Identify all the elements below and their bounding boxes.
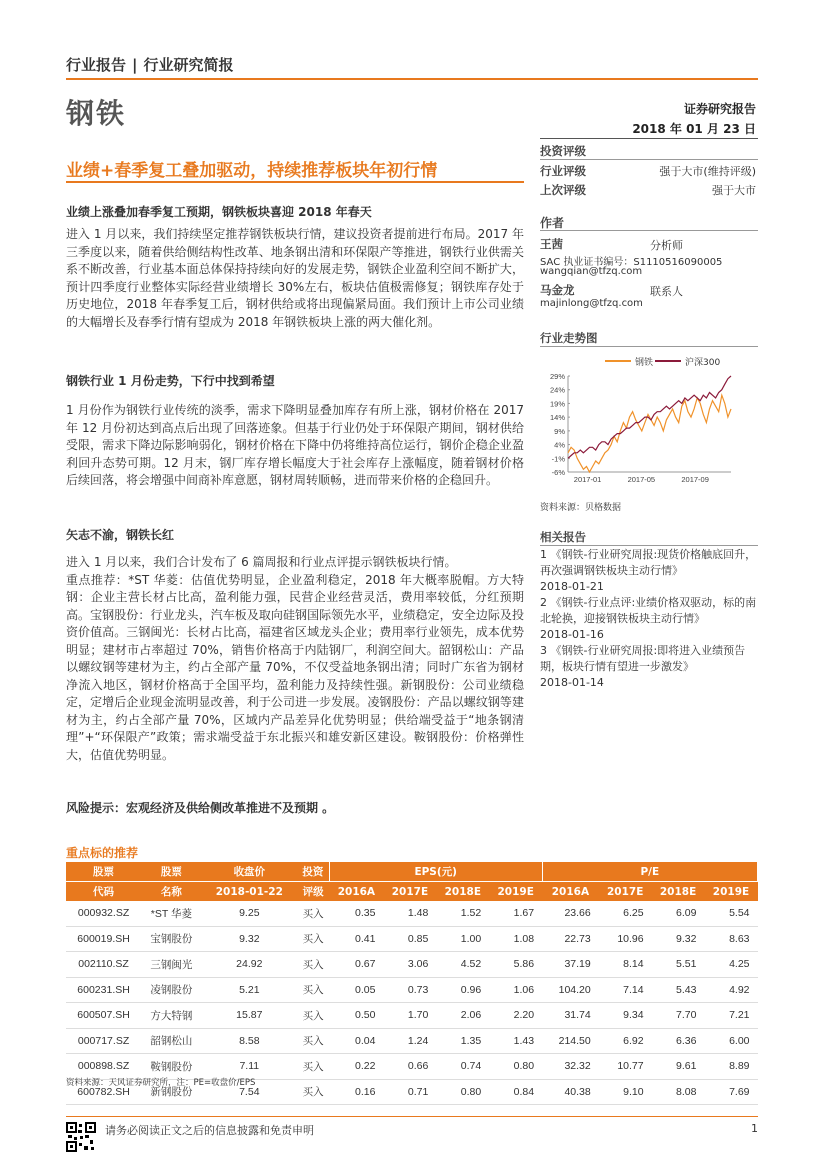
table-cell: 5.51 bbox=[676, 958, 697, 971]
sidebar-rule bbox=[540, 159, 758, 160]
section-heading-3: 矢志不渝，钢铁长红 bbox=[66, 528, 175, 542]
table-cell: 1.48 bbox=[407, 907, 429, 920]
table-cell: 0.84 bbox=[513, 1085, 535, 1098]
table-cell: 10.77 bbox=[617, 1060, 644, 1073]
table-cell: 买入 bbox=[302, 984, 324, 997]
table-cell: 9.32 bbox=[676, 932, 697, 945]
th: 2017E bbox=[383, 882, 436, 902]
table-cell: 600231.SH bbox=[77, 983, 130, 996]
related-report[interactable]: 3 《钢铁-行业研究周报:即将进入业绩预告期，板块行情有望进一步激发》 bbox=[540, 644, 746, 673]
section-body-1 bbox=[66, 226, 524, 331]
table-cell: 32.32 bbox=[564, 1060, 591, 1073]
table-cell: 买入 bbox=[302, 1060, 324, 1073]
table-cell: 9.34 bbox=[623, 1009, 644, 1022]
table-cell: 8.14 bbox=[623, 958, 644, 971]
qr-code-icon bbox=[66, 1122, 96, 1152]
y-tick-label: 14% bbox=[549, 413, 565, 423]
table-cell: 23.66 bbox=[564, 907, 591, 920]
table-cell: 买入 bbox=[302, 1086, 324, 1099]
table-cell: 0.16 bbox=[355, 1085, 376, 1098]
table-row bbox=[66, 901, 758, 926]
table-cell: 2.20 bbox=[513, 1009, 535, 1022]
sidebar-rule bbox=[540, 545, 758, 546]
series-line-steel bbox=[568, 395, 731, 472]
table-cell: 7.54 bbox=[239, 1085, 260, 1098]
section-body-3 bbox=[66, 554, 524, 764]
th: 2016A bbox=[329, 882, 383, 902]
author-role: 联系人 bbox=[650, 285, 683, 298]
table-cell: 600507.SH bbox=[77, 1009, 130, 1022]
author-heading: 作者 bbox=[540, 216, 565, 230]
table-cell: 6.92 bbox=[623, 1034, 644, 1047]
related-heading: 相关报告 bbox=[540, 530, 586, 544]
table-cell: 买入 bbox=[302, 907, 324, 920]
table-cell: 600019.SH bbox=[77, 932, 130, 945]
table-cell: 买入 bbox=[302, 1009, 324, 1022]
th: 股票 bbox=[66, 862, 141, 882]
table-cell: 5.21 bbox=[239, 983, 260, 996]
table-cell: 5.86 bbox=[513, 958, 535, 971]
table-cell: 214.50 bbox=[558, 1034, 591, 1047]
title-rule bbox=[66, 181, 524, 183]
table-cell: 买入 bbox=[302, 1035, 324, 1048]
rating-label: 行业评级 bbox=[540, 164, 586, 178]
footer-rule bbox=[66, 1116, 758, 1117]
trend-heading: 行业走势图 bbox=[540, 331, 598, 345]
th: 收盘价 bbox=[202, 862, 297, 882]
table-cell: 2.06 bbox=[460, 1009, 482, 1022]
table-cell: 3.06 bbox=[407, 958, 429, 971]
sidebar-rule bbox=[540, 346, 758, 347]
table-cell: 7.70 bbox=[676, 1009, 697, 1022]
th: 投资 bbox=[297, 862, 329, 882]
industry-title: 钢铁 bbox=[66, 97, 127, 130]
table-cell: 002110.SZ bbox=[78, 958, 129, 971]
table-cell: 0.73 bbox=[407, 983, 429, 996]
author-role: 分析师 bbox=[650, 239, 683, 252]
table-cell: 凌钢股份 bbox=[150, 984, 193, 997]
table-row bbox=[66, 1003, 758, 1029]
paragraph: 进入 1 月以来，我们合计发布了 6 篇周报和行业点评提示钢铁板块行情。 bbox=[66, 555, 457, 569]
table-row bbox=[66, 977, 758, 1003]
table-cell: 000898.SZ bbox=[77, 1060, 130, 1073]
th: 2019E bbox=[704, 882, 757, 902]
table-cell: 37.19 bbox=[564, 958, 591, 971]
table-cell: 40.38 bbox=[564, 1085, 591, 1098]
table-cell: 8.89 bbox=[729, 1060, 750, 1073]
rating-label: 上次评级 bbox=[540, 183, 586, 197]
table-cell: 新钢股份 bbox=[150, 1086, 193, 1099]
table-cell: 买入 bbox=[302, 958, 324, 971]
table-cell: *ST 华菱 bbox=[150, 907, 193, 920]
table-cell: 24.92 bbox=[236, 958, 263, 971]
page-number: 1 bbox=[751, 1122, 758, 1135]
risk-note: 风险提示：宏观经济及供给侧改革推进不及预期 。 bbox=[66, 801, 335, 815]
th: 名称 bbox=[141, 882, 202, 902]
table-cell: 0.85 bbox=[407, 932, 429, 945]
author-name: 王茜 bbox=[540, 237, 563, 251]
rating-value: 强于大市(维持评级) bbox=[659, 165, 756, 178]
stock-table bbox=[66, 862, 758, 1105]
table-cell: 1.35 bbox=[460, 1034, 482, 1047]
table-cell: 8.58 bbox=[239, 1034, 260, 1047]
table-cell: 0.50 bbox=[355, 1009, 376, 1022]
table-cell: 0.96 bbox=[460, 983, 482, 996]
table-cell: 7.11 bbox=[239, 1060, 260, 1073]
table-cell: 三钢闽光 bbox=[150, 958, 193, 971]
table-cell: 9.61 bbox=[676, 1060, 697, 1073]
author-email[interactable]: majinlong@tfzq.com bbox=[540, 298, 643, 309]
paragraph: 重点推荐：*ST 华菱：估值优势明显，企业盈利稳定，2018 年大概率脱帽。方大特钢：企业主营长材占比高，盈利能力强，民营企业经营灵活，费用率较低，分红预期高。宝钢股份：行业龙头，汽车板及取向硅钢国际领先水平，业绩稳定，安全边际及投资价值高。三钢闽光：长材占比高，福建省区域龙头企业；费用率行业领先，成本优势明显；建材市占率超过 70%，销售价格高于内陆钢厂，利润空间大。韶钢松山：产品以螺纹钢等建材为主，约占全部产量 70%，不仅受益地条钢出清；同时广东省为钢材净流入地区，钢材价格高于全国平均，盈利能力及持续性强。新钢股份：公司业绩稳定，定增后企业现金流明显改善，利于公司进一步发展。凌钢股份：产品以螺纹钢等建材为主，约占全部产量 70%，区域内产品差异化优势明显；供给端受益于“地条钢清理”+“环保限产”政策；需求端受益于东北振兴和雄安新区建设。鞍钢股份：价格弹性大，估值优势明显。 bbox=[66, 572, 524, 762]
th: 2018E bbox=[436, 882, 489, 902]
y-tick-label: -6% bbox=[551, 468, 565, 477]
table-cell: 1.24 bbox=[407, 1034, 429, 1047]
table-cell: 0.67 bbox=[355, 958, 376, 971]
table-cell: 宝钢股份 bbox=[150, 933, 193, 946]
th: 2018-01-22 bbox=[202, 882, 297, 902]
table-cell: 0.41 bbox=[355, 932, 376, 945]
th: 代码 bbox=[66, 882, 141, 902]
table-cell: 1.70 bbox=[407, 1009, 429, 1022]
table-cell: 买入 bbox=[302, 933, 324, 946]
table-cell: 0.80 bbox=[513, 1060, 535, 1073]
table-cell: 7.21 bbox=[729, 1009, 750, 1022]
related-date: 2018-01-14 bbox=[540, 676, 604, 689]
table-cell: 8.08 bbox=[676, 1085, 697, 1098]
related-date: 2018-01-16 bbox=[540, 628, 604, 641]
table-cell: 9.25 bbox=[239, 907, 260, 920]
table-cell: 4.52 bbox=[460, 958, 482, 971]
table-cell: 0.74 bbox=[460, 1060, 482, 1073]
table-cell: 000717.SZ bbox=[77, 1034, 130, 1047]
section-body-2 bbox=[66, 402, 524, 490]
rating-value: 强于大市 bbox=[712, 184, 756, 197]
y-tick-label: 29% bbox=[549, 372, 565, 381]
x-tick-label: 2017-01 bbox=[573, 475, 602, 484]
table-cell: 0.04 bbox=[355, 1034, 376, 1047]
trend-chart bbox=[535, 350, 757, 492]
th: 股票 bbox=[141, 862, 202, 882]
th: 2016A bbox=[542, 882, 599, 902]
table-source: 资料来源：天风证券研究所，注：PE=收盘价/EPS bbox=[66, 1078, 256, 1088]
table-cell: 4.25 bbox=[729, 958, 750, 971]
author-cert: SAC 执业证书编号：S1110516090005 bbox=[540, 257, 723, 268]
table-cell: 6.25 bbox=[623, 907, 644, 920]
y-tick-label: 19% bbox=[549, 399, 565, 409]
table-cell: 9.10 bbox=[623, 1085, 644, 1098]
sidebar-rule bbox=[540, 138, 758, 139]
th: 2017E bbox=[599, 882, 652, 902]
author-name: 马金龙 bbox=[540, 283, 575, 297]
legend-label-hs300: 沪深300 bbox=[685, 358, 721, 368]
table-cell: 1.67 bbox=[513, 907, 535, 920]
report-date: 2018 年 01 月 23 日 bbox=[632, 122, 756, 136]
table-cell: 5.43 bbox=[676, 983, 697, 996]
table-cell: 1.00 bbox=[460, 932, 482, 945]
related-report[interactable]: 1 《钢铁-行业研究周报:现货价格触底回升，再次强调钢铁板块主动行情》 bbox=[540, 548, 757, 577]
th-group-pe: P/E bbox=[542, 862, 757, 882]
y-tick-label: 24% bbox=[549, 385, 565, 395]
table-cell: 1.43 bbox=[513, 1034, 535, 1047]
table-cell: 7.69 bbox=[729, 1085, 750, 1098]
y-tick-label: -1% bbox=[551, 454, 565, 464]
th: 2019E bbox=[489, 882, 542, 902]
table-cell: 6.09 bbox=[676, 907, 697, 920]
table-cell: 1.52 bbox=[460, 907, 482, 920]
section-heading-1: 业绩上涨叠加春季复工预期，钢铁板块喜迎 2018 年春天 bbox=[66, 205, 372, 219]
paragraph: 进入 1 月以来，我们持续坚定推荐钢铁板块行情，建议投资者提前进行布局。2017 年三季度以来，随着供给侧结构性改革、地条钢出清和环保限产等推进，钢铁行业供需关系不断改善，行业基本面总体保持持续向好的发展走势，钢铁企业盈利空间不断扩大，预计四季度行业整体实际经营业绩增长 30%左右，板块估值极需修复；钢铁库存处于历史地位，2018 年春季复工后，钢材供给或将出现偏紧局面。我们预计上市公司业绩的大幅增长及春季行情有望成为 2018 年钢铁板块上涨的两大催化剂。 bbox=[66, 227, 524, 329]
paragraph: 1 月份作为钢铁行业传统的淡季，需求下降明显叠加库存有所上涨，钢材价格在 2017 年 12 月份初达到高点后出现了回落迹象。但基于行业仍处于环保限产期间，钢材供给受限，需求下降边际影响弱化，钢材价格在下降中仍将维持高位运行，钢价企稳企业盈利回升态势可期。12 月末，钢厂库存增长幅度大于社会库存上涨幅度，随着钢材价格后续回落，将会增强中间商补库意愿，钢材周转顺畅，进而带来价格的企稳回升。 bbox=[66, 403, 524, 487]
doc-type: 行业报告 | 行业研究简报 bbox=[66, 56, 234, 74]
rating-heading: 投资评级 bbox=[540, 144, 586, 158]
table-cell: 600782.SH bbox=[77, 1085, 130, 1098]
related-report[interactable]: 2 《钢铁-行业点评:业绩价格双驱动，标的南北轮换，迎接钢铁板块主动行情》 bbox=[540, 596, 757, 625]
table-cell: 5.54 bbox=[729, 907, 750, 920]
table-cell: 0.22 bbox=[355, 1060, 376, 1073]
table-cell: 6.36 bbox=[676, 1034, 697, 1047]
table-cell: 0.05 bbox=[355, 983, 376, 996]
th: 2018E bbox=[652, 882, 705, 902]
table-cell: 4.92 bbox=[729, 983, 750, 996]
sidebar-rule bbox=[540, 230, 758, 231]
x-tick-label: 2017-09 bbox=[681, 475, 709, 484]
table-cell: 1.08 bbox=[513, 932, 535, 945]
table-cell: 31.74 bbox=[564, 1009, 591, 1022]
th: 评级 bbox=[297, 882, 329, 902]
table-row bbox=[66, 1028, 758, 1054]
report-type: 证券研究报告 bbox=[683, 102, 756, 116]
table-row bbox=[66, 952, 758, 978]
table-cell: 000932.SZ bbox=[77, 907, 130, 920]
table-cell: 1.06 bbox=[513, 983, 535, 996]
table-cell: 9.32 bbox=[239, 932, 260, 945]
x-tick-label: 2017-05 bbox=[627, 475, 656, 484]
table-cell: 韶钢松山 bbox=[150, 1035, 193, 1048]
table-cell: 8.63 bbox=[729, 932, 750, 945]
table-cell: 104.20 bbox=[558, 983, 591, 996]
table-cell: 0.66 bbox=[407, 1060, 429, 1073]
table-cell: 15.87 bbox=[236, 1009, 263, 1022]
table-cell: 0.80 bbox=[460, 1085, 482, 1098]
author-email[interactable]: wangqian@tfzq.com bbox=[540, 266, 643, 277]
footer-disclaimer: 请务必阅读正文之后的信息披露和免责申明 bbox=[105, 1124, 314, 1137]
y-tick-label: 4% bbox=[554, 440, 565, 450]
table-cell: 方大特钢 bbox=[150, 1009, 193, 1022]
legend-label-steel: 钢铁 bbox=[635, 358, 654, 368]
table-caption: 重点标的推荐 bbox=[66, 846, 139, 860]
page-title: 业绩+春季复工叠加驱动，持续推荐板块年初行情 bbox=[66, 161, 438, 181]
table-cell: 0.71 bbox=[407, 1085, 429, 1098]
table-cell: 鞍钢股份 bbox=[150, 1060, 193, 1073]
related-date: 2018-01-21 bbox=[540, 580, 604, 593]
y-tick-label: 9% bbox=[554, 426, 565, 436]
table-cell: 6.00 bbox=[729, 1034, 750, 1047]
related-list bbox=[540, 547, 758, 691]
table-cell: 7.14 bbox=[623, 983, 644, 996]
header-rule bbox=[66, 78, 758, 80]
table-row bbox=[66, 926, 758, 952]
table-cell: 0.35 bbox=[355, 907, 376, 920]
th-group-eps: EPS(元) bbox=[329, 862, 542, 882]
table-cell: 22.73 bbox=[564, 932, 591, 945]
chart-source: 资料来源：贝格数据 bbox=[540, 503, 622, 513]
table-cell: 10.96 bbox=[617, 932, 644, 945]
section-heading-2: 钢铁行业 1 月份走势，下行中找到希望 bbox=[66, 374, 275, 388]
